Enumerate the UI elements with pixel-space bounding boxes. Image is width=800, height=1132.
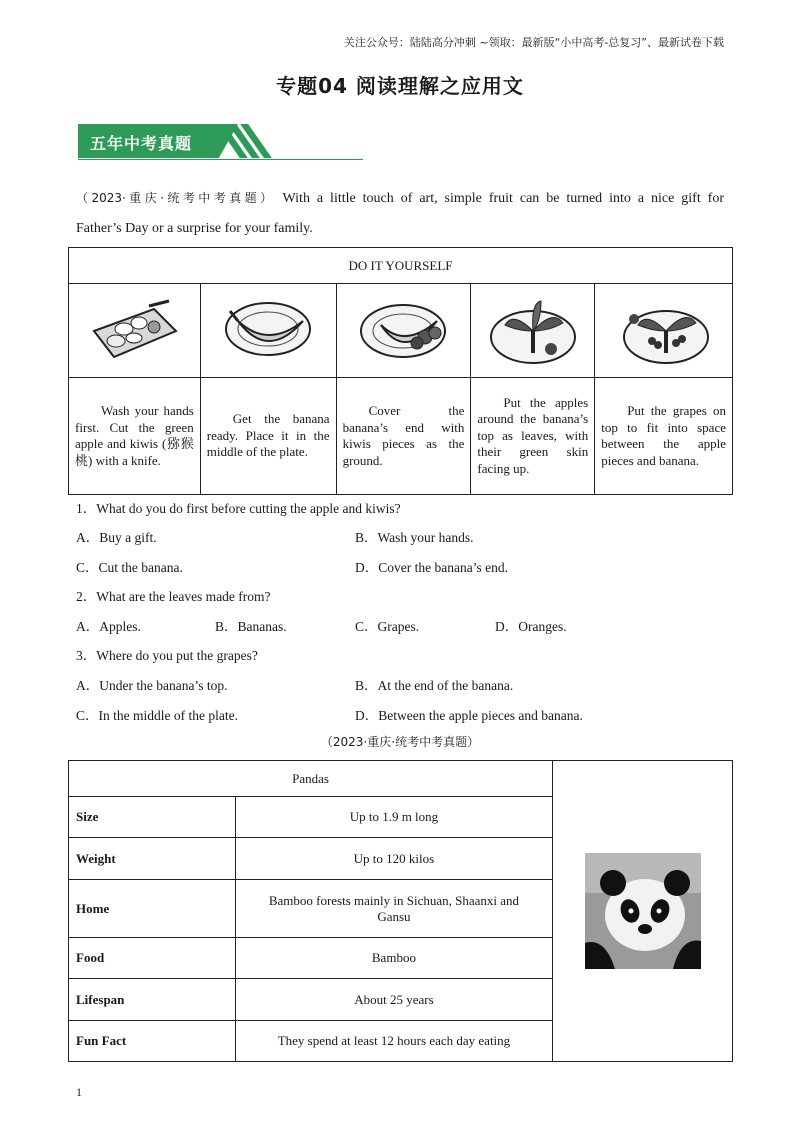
q1-option-c[interactable]: C．Cut the banana. — [76, 560, 183, 575]
page-title: 专题04 阅读理解之应用文 — [276, 74, 524, 98]
question-1: 1．What do you do first before cutting the apple and kiwis? — [76, 501, 401, 516]
pandas-table-title: Pandas — [69, 761, 553, 797]
step4-illustration — [471, 284, 595, 378]
apple-leaves-icon — [483, 291, 583, 371]
q3-option-d[interactable]: D．Between the apple pieces and banana. — [355, 708, 583, 723]
q3-option-a[interactable]: A．Under the banana’s top. — [76, 678, 228, 693]
food-value: Bamboo — [235, 938, 552, 979]
grapes-tree-icon — [614, 291, 714, 371]
size-label: Size — [69, 797, 236, 838]
step2-text: Get the banana ready. Place it in the middle of the plate. — [200, 378, 336, 495]
q1-option-d[interactable]: D．Cover the banana’s end. — [355, 560, 508, 575]
q2-option-c[interactable]: C．Grapes. — [355, 619, 420, 634]
diy-table-title: DO IT YOURSELF — [69, 248, 733, 284]
banner-label: 五年中考真题 — [90, 134, 193, 153]
panda-image-icon — [585, 853, 701, 969]
diy-table — [68, 247, 733, 495]
step2-illustration — [200, 284, 336, 378]
panda-photo — [553, 761, 733, 1062]
step5-illustration — [595, 284, 733, 378]
banner-underline — [78, 159, 363, 160]
step3-text: Cover the banana’s end with kiwis pieces as the ground. — [336, 378, 471, 495]
passage1-intro-line1: With a little touch of art, simple fruit can be turned into a nice gift for — [282, 191, 725, 206]
pandas-table — [68, 760, 733, 1062]
passage1-source: （2023·重庆·统考中考真题） — [76, 191, 276, 205]
banana-plate-icon — [218, 291, 318, 371]
question-2: 2．What are the leaves made from? — [76, 589, 271, 604]
q3-option-c[interactable]: C．In the middle of the plate. — [76, 708, 238, 723]
step1-illustration — [69, 284, 201, 378]
q1-option-b[interactable]: B．Wash your hands. — [355, 530, 474, 545]
fun-fact-label: Fun Fact — [69, 1021, 236, 1062]
header-note: 关注公众号：陆陆高分冲刺 ~领取：最新版“小中高考-总复习”、最新试卷下载 — [343, 36, 724, 49]
q2-option-d[interactable]: D．Oranges. — [495, 619, 567, 634]
cutting-board-icon — [84, 291, 184, 371]
section-banner — [78, 124, 368, 162]
step3-illustration — [336, 284, 471, 378]
size-value: Up to 1.9 m long — [235, 797, 552, 838]
lifespan-label: Lifespan — [69, 979, 236, 1021]
passage2-source: （2023·重庆·统考中考真题） — [320, 735, 480, 749]
home-label: Home — [69, 880, 236, 938]
fun-fact-value: They spend at least 12 hours each day eating — [235, 1021, 552, 1062]
q2-option-b[interactable]: B．Bananas. — [215, 619, 287, 634]
passage1-intro-line2: Father’s Day or a surprise for your family. — [76, 221, 313, 236]
q1-option-a[interactable]: A．Buy a gift. — [76, 530, 157, 545]
q3-option-b[interactable]: B．At the end of the banana. — [355, 678, 514, 693]
kiwi-plate-icon — [353, 291, 453, 371]
step5-text: Put the grapes on top to fit into space between the apple pieces and banana. — [595, 378, 733, 495]
home-value: Bamboo forests mainly in Sichuan, Shaanxi and Gansu — [235, 880, 552, 938]
weight-label: Weight — [69, 838, 236, 880]
q2-option-a[interactable]: A．Apples. — [76, 619, 141, 634]
passage1-intro — [76, 189, 724, 207]
lifespan-value: About 25 years — [235, 979, 552, 1021]
food-label: Food — [69, 938, 236, 979]
weight-value: Up to 120 kilos — [235, 838, 552, 880]
step1-text: Wash your hands first. Cut the green apple and kiwis (猕猴桃) with a knife. — [69, 378, 201, 495]
step4-text: Put the apples around the banana’s top as leaves, with their green skin facing up. — [471, 378, 595, 495]
page-number: 1 — [76, 1085, 82, 1099]
question-3: 3．Where do you put the grapes? — [76, 648, 258, 663]
